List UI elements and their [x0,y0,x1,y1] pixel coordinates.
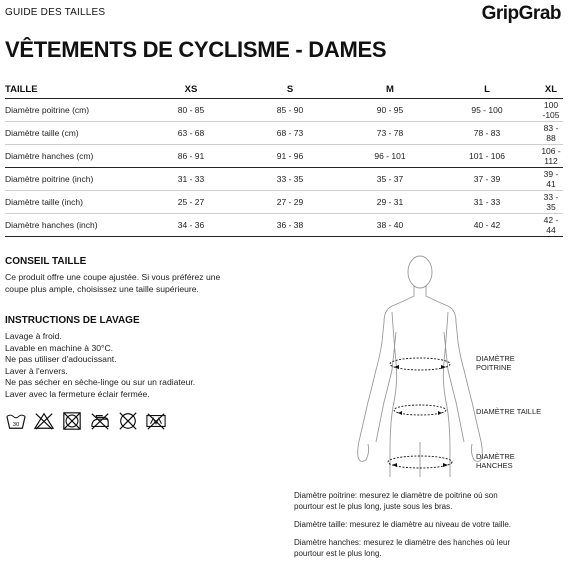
guide-label: GUIDE DES TAILLES [5,7,106,18]
size-table [5,81,563,237]
no-dry-clean-icon [117,411,139,431]
table-cell: 96 - 101 [345,145,435,168]
table-cell: 91 - 96 [235,145,345,168]
table-cell: 33 - 35 [235,168,345,191]
table-cell: 38 - 40 [345,214,435,237]
figure-left-hand [358,444,369,461]
table-cell: 73 - 78 [345,122,435,145]
row-label: Diamètre taille (cm) [5,122,147,145]
no-softener-icon [145,411,167,431]
hips-arrow-right [443,463,448,467]
table-cell: 39 - 41 [539,168,563,191]
waist-arrow-right [438,411,442,415]
table-row [5,191,563,214]
table-cell: 34 - 36 [147,214,235,237]
conseil-line: Ce produit offre une coupe ajustée. Si vous préférez une [5,272,221,282]
hips-label [476,452,515,470]
wash-30-icon [5,411,27,431]
table-cell: 37 - 39 [435,168,539,191]
lavage-text [5,331,195,400]
note-line: Diamètre hanches: mesurez le diamètre des hanches où leur [294,538,511,547]
waist-label: DIAMÈTRE TAILLE [476,407,542,416]
chest-label-line: POITRINE [476,363,512,372]
note-line: pourtour est le plus long. [294,549,382,558]
conseil-line: coupe plus ample, choisissez une taille supérieure. [5,283,199,294]
figure-right-arm [444,332,464,442]
chest-label [476,354,515,372]
table-cell: 90 - 95 [345,99,435,122]
no-bleach-icon [33,411,55,431]
hips-label-line: DIAMÈTRE [476,452,515,461]
hips-label-line: HANCHES [476,461,513,470]
no-iron-icon [89,411,111,431]
table-cell: 106 - 112 [539,145,563,168]
table-cell: 68 - 73 [235,122,345,145]
figure-left-side [358,286,414,457]
page-title: VÊTEMENTS DE CYCLISME - DAMES [5,37,387,62]
body-figure [340,252,490,477]
table-row [5,145,563,168]
figure-right-side [426,286,482,457]
conseil-text [5,272,220,295]
note-line: Diamètre poitrine: mesurez le diamètre de poitrine où son [294,491,498,500]
table-cell: 40 - 42 [435,214,539,237]
figure-left-arm [376,332,396,442]
row-label: Diamètre poitrine (inch) [5,168,147,191]
table-row [5,168,563,191]
column-header: XL [539,81,563,99]
lavage-line: Ne pas sécher en sèche-linge ou sur un radiateur. [5,377,196,387]
table-cell: 27 - 29 [235,191,345,214]
table-cell: 85 - 90 [235,99,345,122]
table-cell: 31 - 33 [435,191,539,214]
lavage-line: Laver à l'envers. [5,365,68,376]
table-cell: 42 - 44 [539,214,563,237]
lavage-line: Lavable en machine à 30°C. [5,342,114,353]
note-hips [294,537,510,559]
row-label: Diamètre taille (inch) [5,191,147,214]
note-waist [294,519,511,530]
column-header: L [435,81,539,99]
row-label: Diamètre poitrine (cm) [5,99,147,122]
table-cell: 63 - 68 [147,122,235,145]
lavage-line: Ne pas utiliser d'adoucissant. [5,354,117,364]
lavage-heading: INSTRUCTIONS DE LAVAGE [5,315,140,326]
wash-temp: 30 [12,422,20,428]
conseil-heading: CONSEIL TAILLE [5,256,87,267]
table-cell: 80 - 85 [147,99,235,122]
table-cell: 31 - 33 [147,168,235,191]
brand-logo: GripGrab [481,3,561,24]
column-header: TAILLE [5,81,147,99]
chest-label-line: DIAMÈTRE [476,354,515,363]
no-tumble-dry-icon [61,411,83,431]
column-header: M [345,81,435,99]
table-cell: 83 - 88 [539,122,563,145]
figure-head [408,256,432,288]
lavage-line: Laver avec la fermeture éclair fermée. [5,388,150,399]
row-label: Diamètre hanches (cm) [5,145,147,168]
lavage-line: Lavage à froid. [5,331,62,341]
table-cell: 25 - 27 [147,191,235,214]
note-line: Diamètre taille: mesurez le diamètre au niveau de votre taille. [294,520,511,529]
table-cell: 29 - 31 [345,191,435,214]
table-header-row [5,81,563,99]
table-cell: 36 - 38 [235,214,345,237]
hips-arrow-left [392,463,397,467]
table-cell: 100 -105 [539,99,563,122]
waist-arrow-left [398,411,402,415]
column-header: S [235,81,345,99]
table-cell: 35 - 37 [345,168,435,191]
table-cell: 101 - 106 [435,145,539,168]
note-line: pourtour est le plus long, juste sous les bras. [294,502,453,511]
table-cell: 78 - 83 [435,122,539,145]
table-row [5,99,563,122]
table-cell: 95 - 100 [435,99,539,122]
table-row [5,214,563,237]
care-icons [5,411,167,431]
table-row [5,122,563,145]
table-cell: 86 - 91 [147,145,235,168]
table-cell: 33 - 35 [539,191,563,214]
row-label: Diamètre hanches (inch) [5,214,147,237]
note-chest [294,490,498,512]
column-header: XS [147,81,235,99]
